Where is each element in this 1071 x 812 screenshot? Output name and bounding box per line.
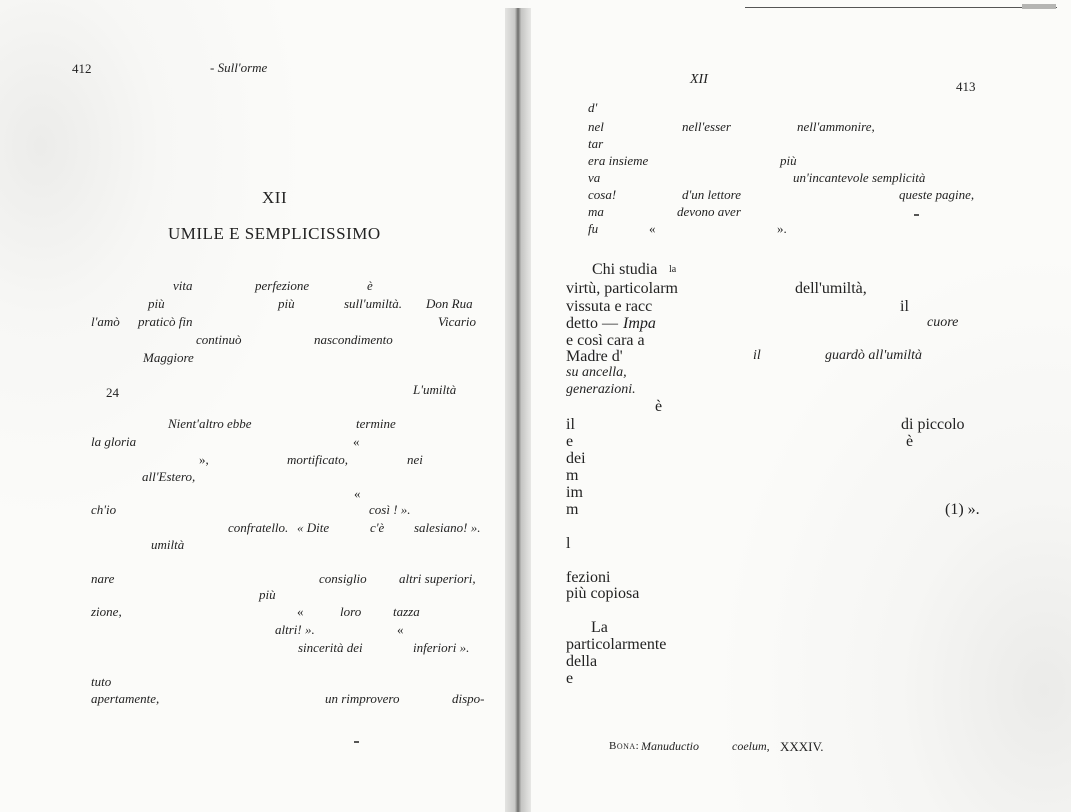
text-fragment: più: [278, 296, 295, 311]
text-fragment: umiltà: [151, 537, 185, 552]
text-fragment: il: [753, 348, 761, 363]
text-fragment: più copiosa: [566, 585, 640, 602]
running-head-right: XII: [690, 72, 708, 87]
text-fragment: sull'umiltà.: [344, 296, 403, 311]
text-fragment: vita: [173, 278, 193, 293]
text-fragment: Maggiore: [143, 350, 194, 365]
text-fragment: «: [649, 221, 656, 236]
text-fragment: Madre d': [566, 348, 623, 365]
left-page: [0, 0, 510, 812]
footnote-coelum: coelum,: [732, 739, 770, 753]
text-fragment: nei: [407, 452, 423, 467]
text-fragment: va: [588, 170, 601, 185]
text-fragment: Nient'altro ebbe: [168, 416, 252, 431]
text-fragment: praticò fin: [138, 314, 193, 329]
text-fragment: un'incantevole semplicità: [793, 170, 926, 185]
text-fragment: fezioni: [566, 569, 611, 586]
text-fragment: apertamente,: [91, 691, 160, 706]
text-fragment: nascondimento: [314, 332, 393, 347]
text-fragment: m: [566, 501, 579, 518]
text-fragment: era insieme: [588, 153, 649, 168]
text-fragment: nel: [588, 119, 604, 134]
text-fragment: salesiano! ».: [414, 520, 481, 535]
text-fragment: La: [591, 619, 608, 636]
text-fragment: è: [906, 433, 914, 450]
text-fragment: Don Rua: [426, 296, 473, 311]
text-fragment: devono aver: [677, 204, 741, 219]
text-fragment: generazioni.: [566, 382, 636, 397]
text-fragment: nell'esser: [682, 119, 731, 134]
page-number-left: 412: [72, 61, 92, 76]
text-fragment: la gloria: [91, 434, 137, 449]
top-rule-mark: [1022, 4, 1056, 9]
text-fragment: è: [655, 398, 663, 415]
footnote-author: Bona:: [609, 740, 640, 752]
text-fragment: dell'umiltà,: [795, 280, 867, 297]
chapter-title: UMILE E SEMPLICISSIMO: [168, 224, 381, 243]
text-fragment: consiglio: [319, 571, 367, 586]
text-fragment: di piccolo: [901, 416, 965, 433]
text-fragment: fu: [588, 221, 599, 236]
text-fragment: mortificato,: [287, 452, 349, 467]
text-fragment: nare: [91, 571, 115, 586]
text-fragment: Vicario: [438, 314, 477, 329]
text-fragment: termine: [356, 416, 396, 431]
book-gutter: [505, 8, 531, 812]
text-fragment: loro: [340, 604, 362, 619]
text-fragment: un rimprovero: [325, 691, 400, 706]
text-fragment: « Dite: [297, 520, 330, 535]
text-fragment: inferiori ».: [413, 640, 470, 655]
text-fragment: »,: [199, 452, 209, 467]
text-fragment: zione,: [91, 604, 122, 619]
text-fragment: e: [566, 433, 574, 450]
text-fragment: della: [566, 653, 598, 670]
text-fragment: «: [397, 622, 404, 637]
text-fragment: confratello.: [228, 520, 289, 535]
text-fragment: ma: [588, 204, 604, 219]
text-fragment: tazza: [393, 604, 420, 619]
text-fragment: così ! ».: [369, 502, 411, 517]
text-fragment: particolarmente: [566, 636, 667, 653]
running-head-left: - Sull'orme: [210, 60, 268, 75]
text-fragment: queste pagine,: [899, 187, 975, 202]
text-fragment: all'Estero,: [142, 469, 196, 484]
text-fragment: più: [148, 296, 165, 311]
text-fragment: virtù, particolarm: [566, 280, 678, 297]
text-fragment: Chi studia: [592, 261, 658, 278]
text-fragment: continuò: [196, 332, 242, 347]
text-fragment: la: [669, 264, 677, 275]
text-fragment: tar: [588, 136, 604, 151]
text-fragment: l: [566, 535, 571, 552]
text-fragment: dei: [566, 450, 586, 467]
text-fragment: d'un lettore: [682, 187, 741, 202]
text-fragment: il: [900, 298, 909, 315]
text-fragment: im: [566, 484, 583, 501]
text-fragment: altri superiori,: [399, 571, 476, 586]
text-fragment: altri! ».: [275, 622, 315, 637]
chapter-number: XII: [262, 188, 288, 207]
text-fragment: più: [259, 587, 276, 602]
text-fragment: e così cara a: [566, 332, 645, 349]
text-fragment: nell'ammonire,: [797, 119, 875, 134]
text-fragment: è: [367, 278, 373, 293]
text-fragment: cuore: [927, 315, 959, 330]
text-fragment: guardò all'umiltà: [825, 348, 922, 363]
text-fragment: Impa: [623, 315, 656, 332]
text-fragment: dispo-: [452, 691, 485, 706]
text-fragment: più: [780, 153, 797, 168]
text-fragment: «: [354, 486, 361, 501]
footnote-chapter: XXXIV.: [780, 739, 824, 754]
text-fragment: su ancella,: [566, 365, 627, 380]
text-fragment: d': [588, 100, 598, 115]
text-fragment: L'umiltà: [413, 382, 457, 397]
text-fragment: (1) ».: [945, 501, 980, 518]
text-fragment: perfezione: [255, 278, 310, 293]
text-fragment: «: [353, 434, 360, 449]
printer-dash: [914, 214, 919, 216]
text-fragment: c'è: [370, 520, 385, 535]
printer-dash: [354, 741, 359, 743]
text-fragment: detto —: [566, 315, 618, 332]
footnote-title: Manuductio: [641, 739, 699, 753]
text-fragment: tuto: [91, 674, 112, 689]
text-fragment: l'amò: [91, 314, 120, 329]
text-fragment: ch'io: [91, 502, 117, 517]
top-rule: [745, 7, 1057, 8]
text-fragment: 24: [106, 385, 119, 400]
page-number-right: 413: [956, 79, 976, 94]
text-fragment: e: [566, 670, 574, 687]
text-fragment: sincerità dei: [298, 640, 363, 655]
text-fragment: cosa!: [588, 187, 617, 202]
text-fragment: m: [566, 467, 579, 484]
text-fragment: «: [297, 604, 304, 619]
text-fragment: ».: [777, 221, 787, 236]
text-fragment: il: [566, 416, 575, 433]
text-fragment: vissuta e racc: [566, 298, 653, 315]
